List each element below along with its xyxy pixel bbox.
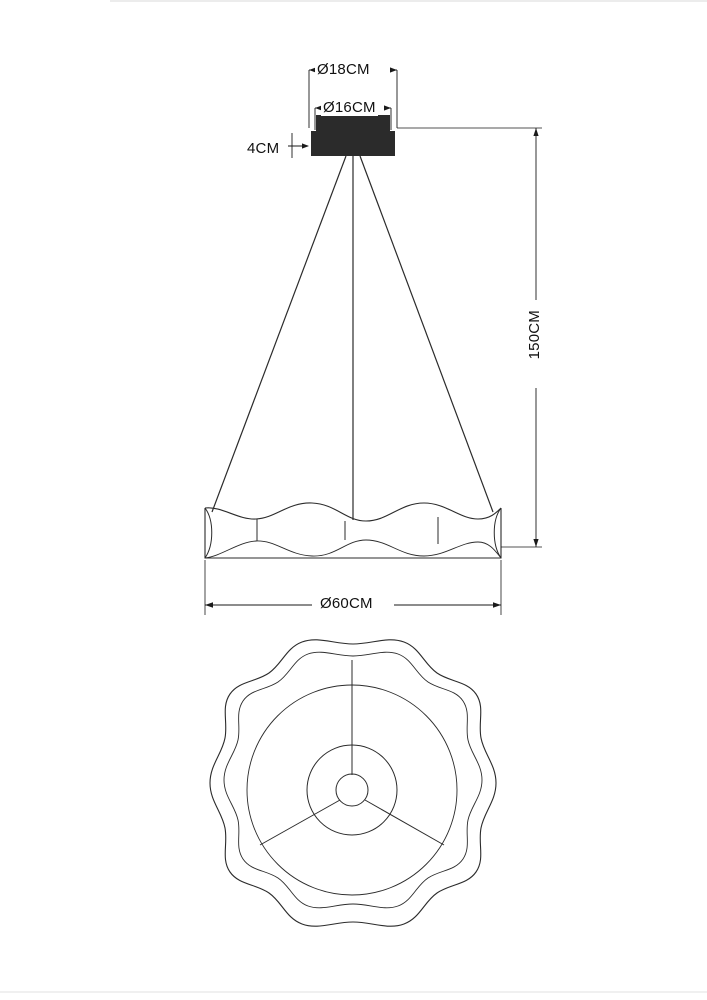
bottom-plan-view (210, 640, 496, 926)
arrow-150-top (533, 128, 538, 136)
arrow-d60-right (493, 602, 501, 607)
suspension-cable-left (212, 156, 346, 512)
arrow-150-bottom (533, 539, 538, 547)
shade-bottom-wave (205, 540, 501, 558)
dim-label-canopy-height: 4CM (247, 140, 280, 157)
suspension-cable-right (360, 156, 493, 512)
canopy-upper-box (316, 115, 390, 133)
dim-label-canopy-inner-diameter: Ø16CM (323, 99, 376, 116)
plan-center-hub (336, 774, 368, 806)
shade-left-cap (205, 508, 212, 558)
dim-label-total-drop-height: 150CM (526, 310, 543, 360)
arrow-4cm (302, 143, 309, 148)
arrow-d60-left (205, 602, 213, 607)
dim-label-canopy-outer-diameter: Ø18CM (317, 61, 370, 78)
ceiling-canopy (311, 131, 395, 156)
plan-outer-scallop (210, 640, 496, 926)
plan-inner-scallop (224, 652, 482, 908)
plan-cable-left (260, 800, 340, 845)
plan-cable-right (365, 800, 444, 845)
dim-label-shade-diameter: Ø60CM (320, 595, 373, 612)
arrow-d18-right (390, 67, 397, 72)
